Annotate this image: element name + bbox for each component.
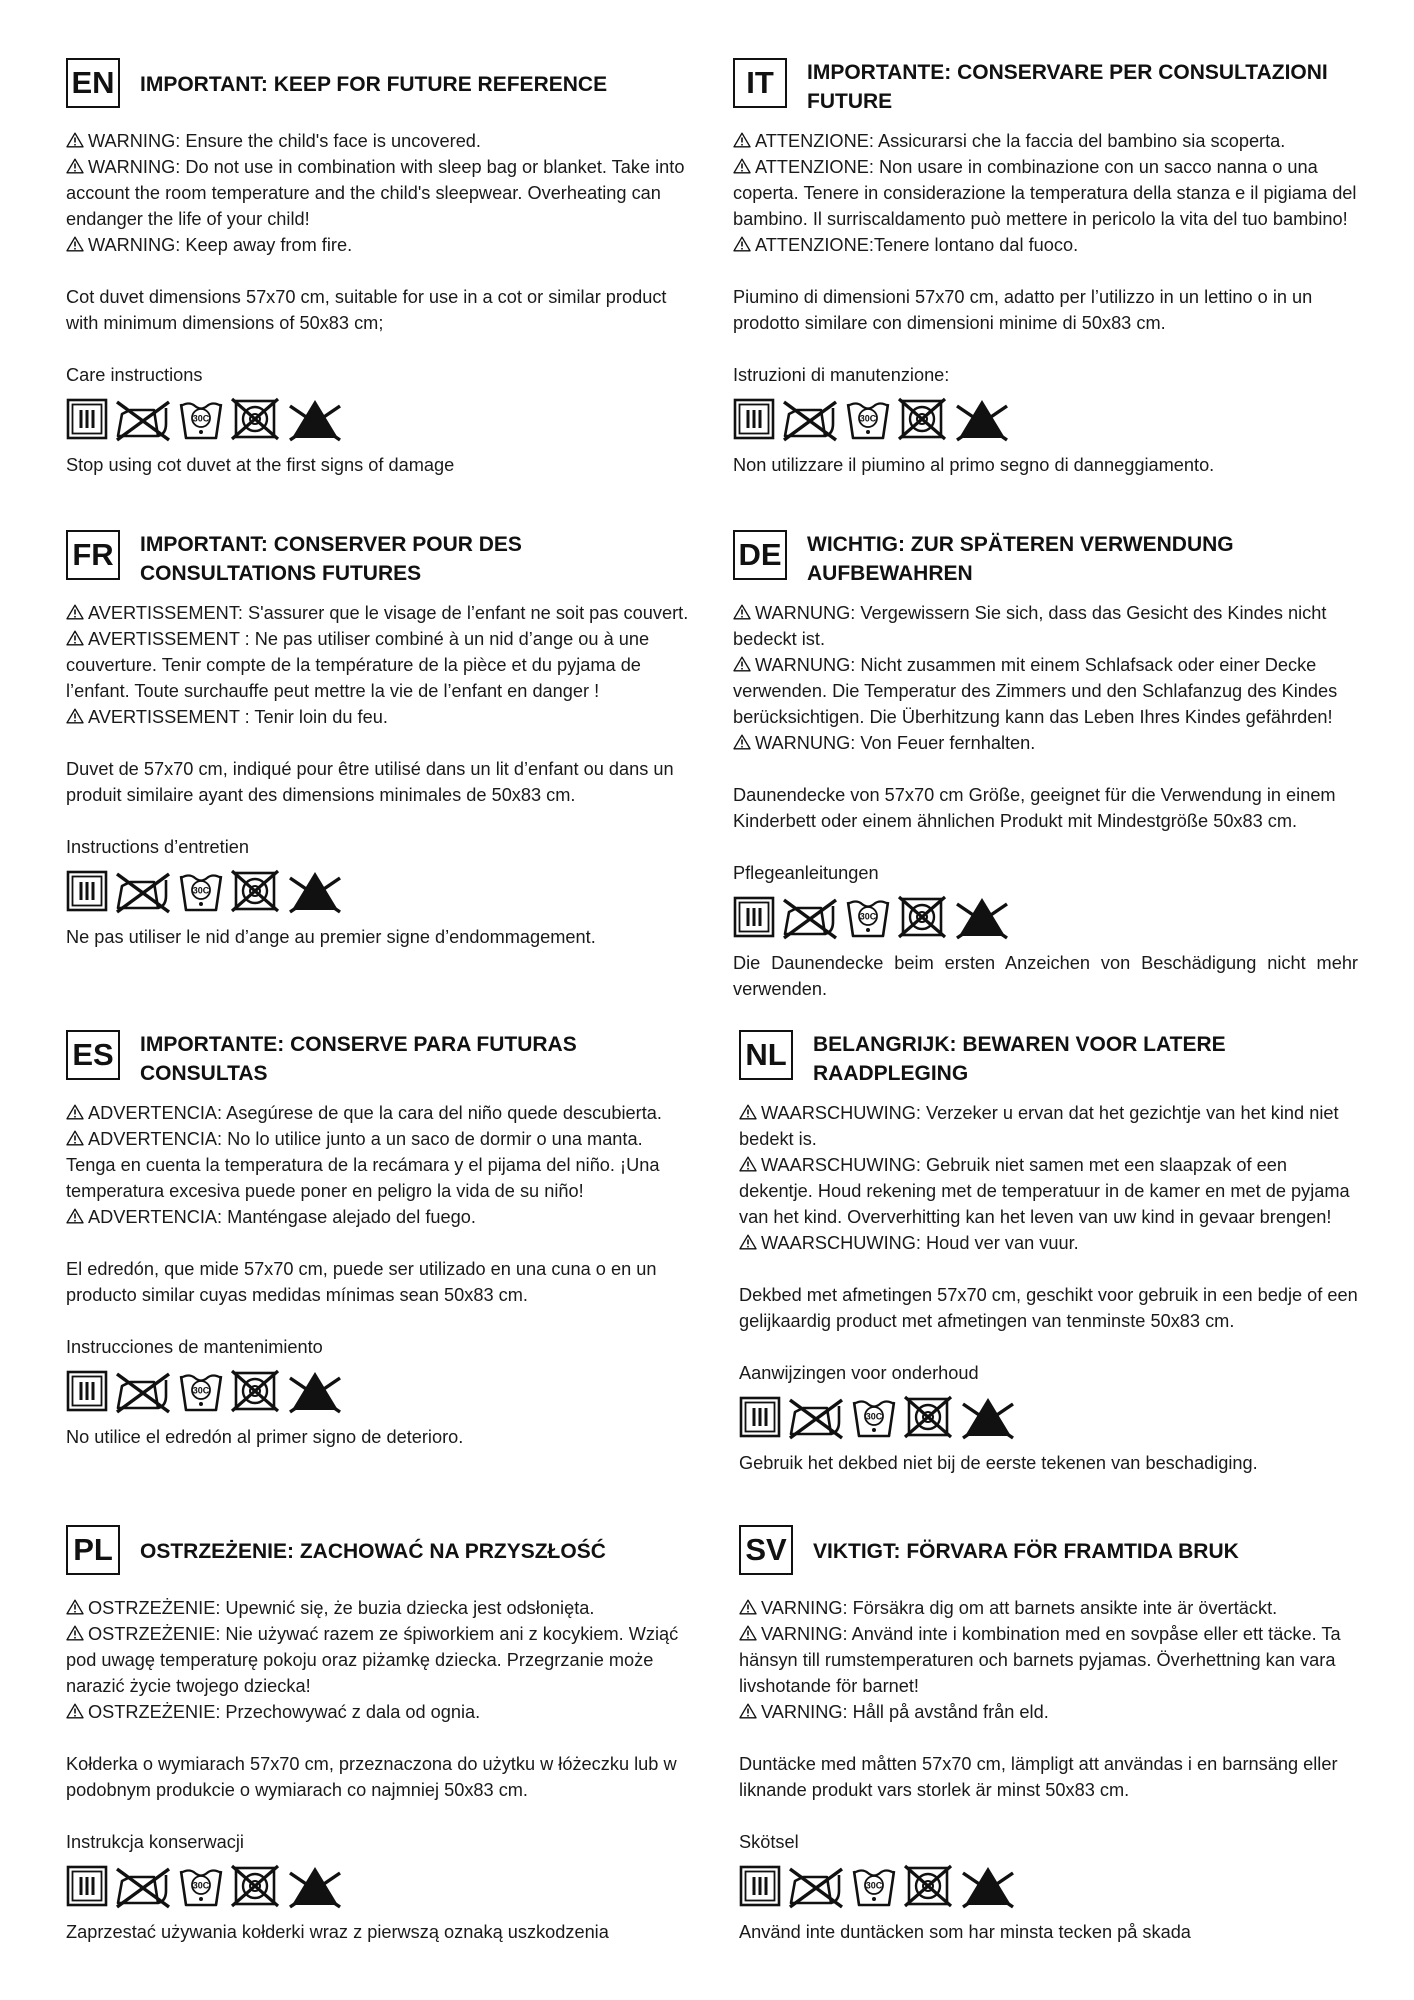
do-not-iron-icon [787,1394,845,1440]
svg-text:30C: 30C [865,1880,883,1891]
section-title: IMPORTANTE: CONSERVE PARA FUTURAS CONSULTAS [140,1033,577,1085]
svg-text:30C: 30C [192,1385,210,1396]
dimensions-text: Kołderka o wymiarach 57x70 cm, przeznaczona do użytku w łóżeczku lub w podobnym produkcie o wymiarach co najmniej 50x83 cm. [66,1754,677,1800]
wash-30-icon [178,868,224,914]
warning-triangle-icon [739,1156,757,1172]
warning-line: WAARSCHUWING: Gebruik niet samen met een slaapzak of een dekentje. Houd rekening met de temperatuur in de kamer en met de pyjama van het kind. Oververhitting kan het leven van uw kind in gevaar brengen! [739,1155,1350,1227]
warning-line: WARNUNG: Vergewissern Sie sich, dass das Gesicht des Kindes nicht bedeckt ist. [733,603,1327,649]
warnings [733,600,1358,756]
care-symbols [733,396,1358,442]
language-code: DE [733,530,787,580]
care-instructions-label: Instructions d’entretien [66,837,249,857]
section-header [66,58,691,114]
care-symbols [739,1863,1364,1909]
tumble-dry-label-icon [739,1863,781,1909]
warning-triangle-icon [66,236,84,252]
wash-30-icon [845,396,891,442]
section-header [733,530,1358,586]
svg-text:30C: 30C [192,413,210,424]
warning-line: WARNUNG: Von Feuer fernhalten. [733,730,1358,756]
warning-triangle-icon [733,132,751,148]
care-instructions-label: Instrucciones de mantenimiento [66,1337,323,1357]
language-code: ES [66,1030,120,1080]
warning-triangle-icon [66,132,84,148]
do-not-bleach-icon [953,396,1011,442]
warning-triangle-icon [66,1208,84,1224]
warning-triangle-icon [66,1703,84,1719]
svg-text:30C: 30C [192,885,210,896]
stop-using-text: Använd inte duntäcken som har minsta tecken på skada [739,1922,1191,1942]
section-title: IMPORTANT: KEEP FOR FUTURE REFERENCE [140,73,608,96]
warning-line: OSTRZEŻENIE: Nie używać razem ze śpiworkiem ani z kocykiem. Wziąć pod uwagę temperaturę pokoju oraz piżamkę dziecka. Przegrzanie może narazić życie twojego dziecka! [66,1624,679,1696]
section-title: IMPORTANT: CONSERVER POUR DES CONSULTATIONS FUTURES [140,533,522,585]
language-code: PL [66,1525,120,1575]
care-symbols [733,894,1358,940]
warning-line: ADVERTENCIA: Asegúrese de que la cara del niño quede descubierta. [66,1100,691,1126]
do-not-iron-icon [787,1863,845,1909]
language-code: NL [739,1030,793,1080]
stop-using-text: Ne pas utiliser le nid d’ange au premier signe d’endommagement. [66,927,596,947]
section-title: IMPORTANTE: CONSERVARE PER CONSULTAZIONI FUTURE [807,61,1328,113]
do-not-tumble-dry-icon [903,1394,953,1440]
warning-line: VARNING: Försäkra dig om att barnets ansikte inte är övertäckt. [739,1595,1364,1621]
svg-text:30C: 30C [859,911,877,922]
section-sv [739,1525,1364,1945]
do-not-bleach-icon [286,1368,344,1414]
warning-triangle-icon [66,1599,84,1615]
tumble-dry-label-icon [739,1394,781,1440]
language-code: FR [66,530,120,580]
section-header [739,1030,1364,1086]
section-pl [66,1525,691,1945]
tumble-dry-label-icon [66,1863,108,1909]
do-not-tumble-dry-icon [903,1863,953,1909]
section-header [66,1030,691,1086]
section-de [733,530,1358,1002]
do-not-bleach-icon [286,1863,344,1909]
wash-30-icon [178,396,224,442]
do-not-tumble-dry-icon [230,1863,280,1909]
warning-triangle-icon [66,630,84,646]
warning-triangle-icon [66,1625,84,1641]
warning-line: VARNING: Använd inte i kombination med en sovpåse eller ett täcke. Ta hänsyn till rumstemperaturen och barnets pyjamas. Överhettning kan vara livshotande för barnet! [739,1624,1341,1696]
warnings [739,1100,1364,1256]
dimensions-text: Piumino di dimensioni 57x70 cm, adatto per l’utilizzo in un lettino o in un prodotto similare con dimensioni minime di 50x83 cm. [733,287,1313,333]
do-not-iron-icon [781,396,839,442]
warning-triangle-icon [733,604,751,620]
warning-triangle-icon [66,158,84,174]
do-not-tumble-dry-icon [230,868,280,914]
dimensions-text: Duvet de 57x70 cm, indiqué pour être utilisé dans un lit d’enfant ou dans un produit similaire ayant des dimensions minimales de 50x83 cm. [66,759,674,805]
warning-line: OSTRZEŻENIE: Upewnić się, że buzia dziecka jest odsłonięta. [66,1595,691,1621]
stop-using-text: Zaprzestać używania kołderki wraz z pierwszą oznaką uszkodzenia [66,1922,609,1942]
tumble-dry-label-icon [733,894,775,940]
do-not-tumble-dry-icon [230,1368,280,1414]
care-instructions-label: Instrukcja konserwacji [66,1832,244,1852]
care-instructions-label: Istruzioni di manutenzione: [733,365,950,385]
section-header [66,530,691,586]
wash-30-icon [178,1368,224,1414]
do-not-iron-icon [114,396,172,442]
warning-triangle-icon [66,708,84,724]
warning-line: AVERTISSEMENT : Tenir loin du feu. [66,704,691,730]
section-nl [739,1030,1364,1476]
warning-triangle-icon [739,1599,757,1615]
section-title: WICHTIG: ZUR SPÄTEREN VERWENDUNG AUFBEWAHREN [807,533,1234,585]
warning-line: AVERTISSEMENT : Ne pas utiliser combiné à un nid d’ange ou à une couverture. Tenir compte de la température de la pièce et du pyjama de l’enfant. Toute surchauffe peut mettre la vie de l’enfant en danger ! [66,629,650,701]
do-not-tumble-dry-icon [897,894,947,940]
warning-line: WARNUNG: Nicht zusammen mit einem Schlafsack oder einer Decke verwenden. Die Temperatur des Zimmers und den Schlafanzug des Kindes berücksichtigen. Die Überhitzung kann das Leben Ihres Kindes gefährden! [733,655,1338,727]
dimensions-text: Duntäcke med måtten 57x70 cm, lämpligt att användas i en barnsäng eller liknande produkt vars storlek är minst 50x83 cm. [739,1754,1338,1800]
stop-using-text: Non utilizzare il piumino al primo segno di danneggiamento. [733,455,1215,475]
warning-line: ADVERTENCIA: No lo utilice junto a un saco de dormir o una manta. Tenga en cuenta la temperatura de la recámara y el pijama del niño. ¡Una temperatura excesiva puede poner en peligro la vida de su niño! [66,1129,660,1201]
warning-line: ADVERTENCIA: Manténgase alejado del fuego. [66,1204,691,1230]
section-fr [66,530,691,950]
warning-triangle-icon [739,1104,757,1120]
warning-triangle-icon [66,1104,84,1120]
do-not-iron-icon [114,1368,172,1414]
do-not-iron-icon [781,894,839,940]
wash-30-icon [851,1863,897,1909]
stop-using-text: No utilice el edredón al primer signo de deterioro. [66,1427,464,1447]
do-not-tumble-dry-icon [897,396,947,442]
tumble-dry-label-icon [66,868,108,914]
warning-triangle-icon [66,1130,84,1146]
language-code: EN [66,58,120,108]
warning-line: WAARSCHUWING: Verzeker u ervan dat het gezichtje van het kind niet bedekt is. [739,1103,1339,1149]
section-header [733,58,1358,114]
warning-triangle-icon [739,1625,757,1641]
do-not-tumble-dry-icon [230,396,280,442]
language-code: SV [739,1525,793,1575]
stop-using-text: Die Daunendecke beim ersten Anzeichen von Beschädigung nicht mehr verwenden. [733,953,1358,999]
warning-triangle-icon [733,656,751,672]
do-not-bleach-icon [286,868,344,914]
wash-30-icon [845,894,891,940]
warning-line: AVERTISSEMENT: S'assurer que le visage de l’enfant ne soit pas couvert. [66,600,691,626]
warning-line: ATTENZIONE:Tenere lontano dal fuoco. [733,232,1358,258]
dimensions-text: Dekbed met afmetingen 57x70 cm, geschikt voor gebruik in een bedje of een gelijkaardig product met afmetingen van tenminste 50x83 cm. [739,1285,1358,1331]
section-header [739,1525,1364,1581]
warning-triangle-icon [733,734,751,750]
warning-line: ATTENZIONE: Non usare in combinazione con un sacco nanna o una coperta. Tenere in considerazione la temperatura della stanza e il pigiama del bambino. Il surriscaldamento può mettere in pericolo la vita del tuo bambino! [733,157,1357,229]
warning-line: OSTRZEŻENIE: Przechowywać z dala od ognia. [66,1699,691,1725]
section-title: BELANGRIJK: BEWAREN VOOR LATERE RAADPLEGING [813,1033,1226,1085]
section-title: VIKTIGT: FÖRVARA FÖR FRAMTIDA BRUK [813,1540,1239,1563]
dimensions-text: Cot duvet dimensions 57x70 cm, suitable for use in a cot or similar product with minimum dimensions of 50x83 cm; [66,287,667,333]
warning-triangle-icon [733,236,751,252]
warning-line: WARNING: Do not use in combination with sleep bag or blanket. Take into account the room temperature and the child's sleepwear. Overheating can endanger the life of your child! [66,157,685,229]
do-not-bleach-icon [286,396,344,442]
svg-text:30C: 30C [865,1411,883,1422]
warnings [66,1100,691,1230]
warning-line: WAARSCHUWING: Houd ver van vuur. [739,1230,1364,1256]
section-en [66,58,691,478]
warning-line: VARNING: Håll på avstånd från eld. [739,1699,1364,1725]
care-instructions-label: Aanwijzingen voor onderhoud [739,1363,979,1383]
care-symbols [66,1368,691,1414]
care-instructions-label: Skötsel [739,1832,799,1852]
care-symbols [66,396,691,442]
tumble-dry-label-icon [733,396,775,442]
dimensions-text: Daunendecke von 57x70 cm Größe, geeignet für die Verwendung in einem Kinderbett oder einem ähnlichen Produkt mit Mindestgröße 50x83 cm. [733,785,1336,831]
do-not-bleach-icon [959,1394,1017,1440]
warning-triangle-icon [739,1703,757,1719]
stop-using-text: Gebruik het dekbed niet bij de eerste tekenen van beschadiging. [739,1453,1258,1473]
svg-text:30C: 30C [192,1880,210,1891]
do-not-bleach-icon [959,1863,1017,1909]
care-symbols [739,1394,1364,1440]
care-instructions-label: Care instructions [66,365,203,385]
care-symbols [66,1863,691,1909]
warning-line: ATTENZIONE: Assicurarsi che la faccia del bambino sia scoperta. [733,128,1358,154]
dimensions-text: El edredón, que mide 57x70 cm, puede ser utilizado en una cuna o en un producto similar cuyas medidas mínimas sean 50x83 cm. [66,1259,657,1305]
warning-triangle-icon [739,1234,757,1250]
wash-30-icon [851,1394,897,1440]
warnings [739,1595,1364,1725]
warnings [66,128,691,258]
wash-30-icon [178,1863,224,1909]
care-instructions-label: Pflegeanleitungen [733,863,879,883]
warnings [66,1595,691,1725]
section-title: OSTRZEŻENIE: ZACHOWAĆ NA PRZYSZŁOŚĆ [140,1540,606,1563]
stop-using-text: Stop using cot duvet at the first signs of damage [66,455,455,475]
svg-text:30C: 30C [859,413,877,424]
do-not-iron-icon [114,868,172,914]
section-header [66,1525,691,1581]
do-not-iron-icon [114,1863,172,1909]
warnings [733,128,1358,258]
care-symbols [66,868,691,914]
warning-triangle-icon [733,158,751,174]
section-it [733,58,1358,478]
warning-line: WARNING: Ensure the child's face is uncovered. [66,128,691,154]
warnings [66,600,691,730]
tumble-dry-label-icon [66,1368,108,1414]
language-code: IT [733,58,787,108]
do-not-bleach-icon [953,894,1011,940]
warning-line: WARNING: Keep away from fire. [66,232,691,258]
section-es [66,1030,691,1450]
tumble-dry-label-icon [66,396,108,442]
warning-triangle-icon [66,604,84,620]
